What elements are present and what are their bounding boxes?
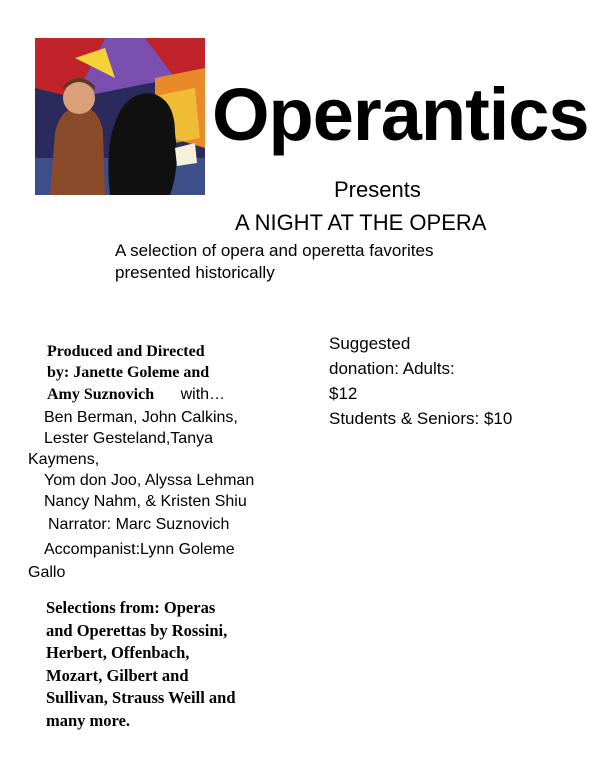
produced-by-line: Produced and Directed: [47, 343, 205, 360]
produced-by-line: by: Janette Goleme and: [47, 364, 210, 381]
subtitle: [115, 240, 535, 284]
subtitle-line: A selection of opera and operetta favorites: [115, 241, 434, 260]
show-title: A NIGHT AT THE OPERA: [235, 210, 487, 235]
presents-label: Presents: [334, 177, 421, 202]
cast-line: Lester Gesteland,Tanya: [44, 430, 213, 447]
selections-block: [46, 597, 306, 732]
donation-block: [329, 331, 569, 431]
produced-by-line: [28, 383, 298, 407]
cast-line: Yom don Joo, Alyssa Lehman: [44, 472, 255, 489]
with-label: with…: [180, 386, 226, 403]
donation-line: Suggested: [329, 334, 411, 353]
donation-price-adults: $12: [329, 384, 358, 403]
page-title: Operantics: [212, 73, 589, 156]
selections-line: Selections from: Operas: [46, 598, 216, 617]
selections-line: Mozart, Gilbert and: [46, 665, 189, 685]
donation-line: donation: Adults:: [329, 359, 455, 378]
narrator-line: Narrator: Marc Suznovich: [48, 516, 230, 533]
credits-block: [28, 341, 298, 583]
cast-line: Kaymens,: [28, 451, 100, 468]
selections-line: and Operettas by Rossini,: [46, 620, 228, 640]
cast-line: Ben Berman, John Calkins,: [44, 409, 238, 426]
opera-audience-illustration: [35, 38, 205, 195]
selections-line: many more.: [46, 710, 131, 730]
selections-line: Herbert, Offenbach,: [46, 643, 190, 662]
director-name: Amy Suznovich: [47, 386, 155, 403]
man-head: [63, 82, 95, 114]
cast-line: Nancy Nahm, & Kristen Shiu: [44, 493, 247, 510]
selections-line: Sullivan, Strauss Weill and: [46, 688, 236, 707]
subtitle-line: presented historically: [115, 263, 275, 282]
accompanist-line: Gallo: [28, 564, 66, 581]
accompanist-line: Accompanist:Lynn Goleme: [44, 541, 235, 558]
donation-price-students: Students & Seniors: $10: [329, 409, 513, 428]
